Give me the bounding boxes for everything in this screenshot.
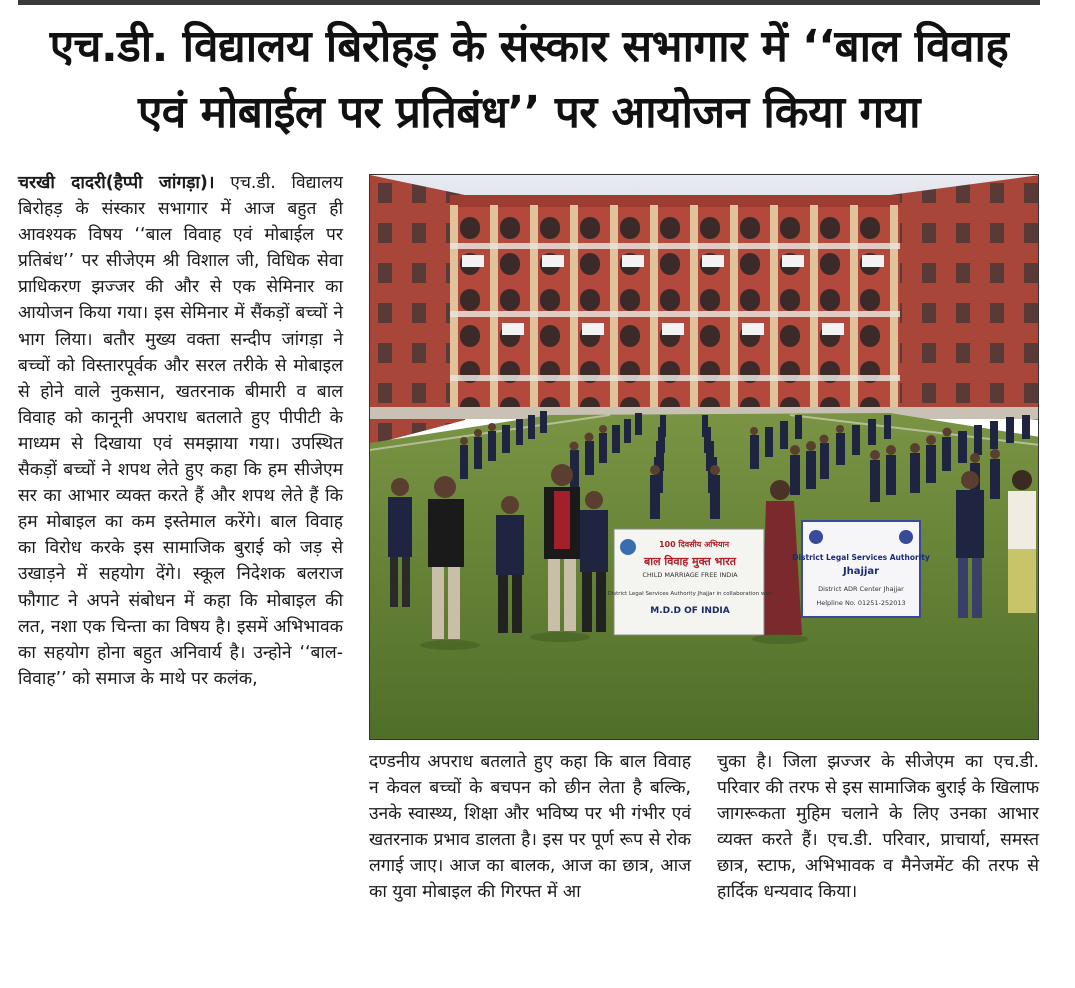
- banner-left-line5: M.D.D OF INDIA: [650, 606, 730, 616]
- news-photo: [369, 174, 1039, 740]
- banner-right-line4: Helpline No. 01251-252013: [816, 599, 906, 607]
- article-text-left: एच.डी. विद्यालय बिरोहड़ के संस्कार सभागार में आज बहुत ही आवश्यक विषय ‘‘बाल विवाह एवं मोबाईल पर प्रतिबंध’’ पर सीजेएम श्री विशाल जी, विधिक सेवा प्राधिकरण झज्जर की और से एक सेमिनार का आयोजन किया गया। इस सेमिनार में सैंकड़ों बच्चों ने भाग लिया। बतौर मुख्य वक्ता सन्दीप जांगड़ा ने बच्चों को विस्तारपूर्वक और सरल तरीके से मोबाइल से होने वाले नुकसान, खतरनाक बीमारी व बाल विवाह को कानूनी अपराध बतलाते हुए पीपीटी के माध्यम से दिखाया एवं समझाया गया। उपस्थित सैकड़ों बच्चों ने शपथ लेते हुए कहा कि हम सीजेएम सर का आभार व्यक्त करते हैं और शपथ लेते हैं कि हम मोबाइल का कम इस्तेमाल करेंगे। बाल विवाह का विरोध करके इस सामाजिक बुराई को जड़ से उखाड़ने में सहयोग देंगे। स्कूल निदेशक बलराज फौगाट ने अपने संबोधन में कहा कि मोबाइल की लत, नशा एक चिन्ता का विषय है। इसमें अभिभावक का सहयोग होना बहुत अनिवार्य है। उन्होने ‘‘बाल-विवाह’’ को समाज के माथे पर कलंक,: [18, 173, 343, 689]
- building-right-wing: [890, 175, 1039, 420]
- banner-left-line1: 100 दिवसीय अभियान: [658, 540, 730, 549]
- headline: [18, 14, 1040, 146]
- top-rule: [18, 0, 1040, 5]
- banner-left: [607, 529, 773, 635]
- article-text-right: चुका है। जिला झज्जर के सीजेएम का एच.डी. परिवार की तरफ से इस सामाजिक बुराई के खिलाफ जागरूकता मुहिम चलाने के लिए उनका आभार व्यक्त करते हैं। एच.डी. परिवार, प्राचार्या, समस्त छात्र, स्टाफ, अभिभावक व मैनेजमेंट की तरफ से हार्दिक धन्यवाद किया।: [717, 752, 1039, 903]
- banner-right-line1: District Legal Services Authority: [792, 553, 930, 562]
- banner-right: [792, 521, 930, 617]
- article-column-right: [717, 749, 1039, 906]
- article-text-middle: दण्डनीय अपराध बतलाते हुए कहा कि बाल विवाह न केवल बच्चों के बचपन को छीन लेता है बल्कि, उनके स्वास्थ्य, शिक्षा और भविष्य पर भी गंभीर एवं खतरनाक प्रभाव डालता है। इस पर पूर्ण रूप से रोक लगाई जाए। आज का बालक, आज का छात्र, आज का युवा मोबाइल की गिरफ्त में आ: [369, 752, 691, 903]
- banner-left-line3: CHILD MARRIAGE FREE INDIA: [642, 571, 738, 579]
- headline-line-1: एच.डी. विद्यालय बिरोहड़ के संस्कार सभागार में ‘‘बाल विवाह: [49, 21, 1009, 72]
- headline-line-2: एवं मोबाईल पर प्रतिबंध’’ पर आयोजन किया गया: [137, 87, 921, 138]
- banner-right-line2: Jhajjar: [842, 566, 880, 577]
- dateline: चरखी दादरी(हैप्पी जांगड़ा)।: [18, 173, 215, 193]
- banner-left-line2: बाल विवाह मुक्त भारत: [644, 555, 736, 568]
- banner-left-line4: District Legal Services Authority Jhajjar in collaboration with: [607, 591, 773, 597]
- article-column-left: [18, 170, 343, 692]
- banner-right-line3: District ADR Center Jhajjar: [818, 585, 904, 593]
- article-column-middle: [369, 749, 691, 906]
